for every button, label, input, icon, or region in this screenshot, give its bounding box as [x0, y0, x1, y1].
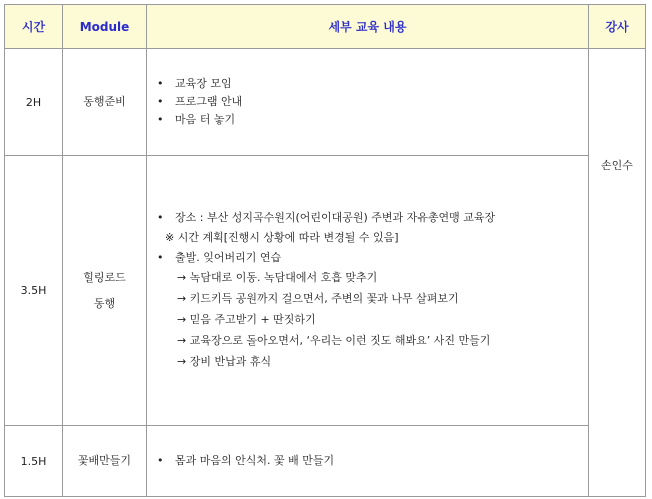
- bullet-icon: •: [157, 251, 164, 264]
- module-cell: 꽃배만들기: [63, 426, 147, 497]
- bullet-icon: •: [157, 113, 164, 126]
- arrow-icon: →: [177, 334, 187, 347]
- arrow-icon: →: [177, 355, 187, 368]
- bullet-icon: •: [157, 454, 164, 467]
- header-detail: 세부 교육 내용: [147, 5, 589, 49]
- bullet-icon: •: [157, 211, 164, 224]
- arrow-icon: →: [177, 271, 187, 284]
- detail-cell: [147, 156, 589, 426]
- schedule-table: [4, 4, 646, 497]
- module-cell: 동행준비: [63, 49, 147, 156]
- list-item: • 장소 : 부산 성지곡수원지(어린이대공원) 주변과 자유총연맹 교육장: [155, 209, 588, 227]
- header-time: 시간: [5, 5, 63, 49]
- arrow-icon: →: [177, 292, 187, 305]
- bullet-icon: •: [157, 77, 164, 90]
- module-cell: [63, 156, 147, 426]
- bullet-icon: •: [157, 95, 164, 108]
- list-item: • 프로그램 안내: [155, 93, 588, 111]
- detail-cell: [147, 426, 589, 497]
- list-item: • 교육장 모임: [155, 75, 588, 93]
- step-item: → 녹담대로 이동. 녹담대에서 호흡 맞추기: [177, 271, 378, 284]
- table-row: [5, 156, 646, 426]
- list-item: • 출발. 잊어버리기 연습: [155, 249, 588, 267]
- table-row: [5, 426, 646, 497]
- step-item: → 교육장으로 돌아오면서, ‘우리는 이런 짓도 해봐요’ 사진 만들기: [177, 334, 491, 347]
- time-cell: 2H: [5, 49, 63, 156]
- module-line: 동행: [93, 296, 116, 310]
- list-item: • 마음 터 놓기: [155, 111, 588, 129]
- time-cell: 1.5H: [5, 426, 63, 497]
- module-line: 힐링로드: [83, 270, 126, 284]
- time-cell: 3.5H: [5, 156, 63, 426]
- instructor-cell: 손인수: [589, 49, 646, 497]
- header-module: Module: [63, 5, 147, 49]
- header-instructor: 강사: [589, 5, 646, 49]
- list-item: • 몸과 마음의 안식처. 꽃 배 만들기: [155, 452, 588, 470]
- arrow-icon: →: [177, 313, 187, 326]
- header-row: [5, 5, 646, 49]
- step-item: → 믿음 주고받기 + 딴짓하기: [177, 313, 316, 326]
- schedule-note: ※ 시간 계획[진행시 상황에 따라 변경될 수 있음]: [165, 231, 399, 244]
- table-row: [5, 49, 646, 156]
- step-item: → 장비 반납과 휴식: [177, 355, 272, 368]
- step-item: → 키드키득 공원까지 걸으면서, 주변의 꽃과 나무 살펴보기: [177, 292, 459, 305]
- detail-cell: [147, 49, 589, 156]
